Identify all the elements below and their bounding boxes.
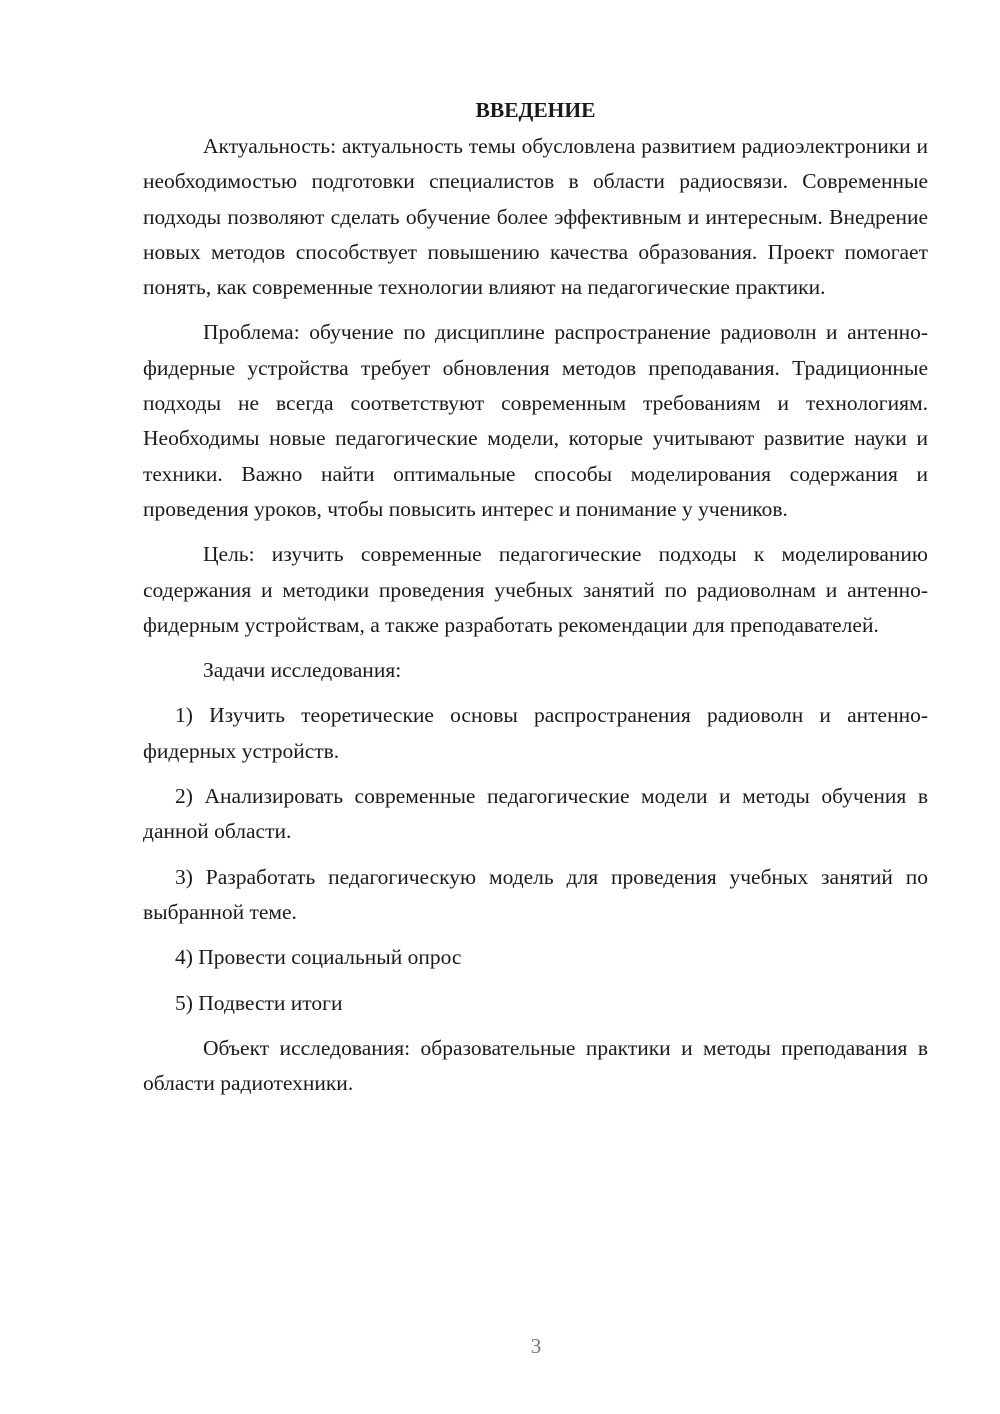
task-item-3: 3) Разработать педагогическую модель для проведения учебных занятий по выбранной теме.: [143, 864, 928, 924]
paragraph-object: Объект исследования: образовательные практики и методы преподавания в области радиотехники.: [143, 1035, 928, 1096]
paragraph-relevance: Актуальность: актуальность темы обусловлена развитием радиоэлектроники и необходимостью подготовки специалистов в области радиосвязи. Современные подходы позволяют сделать обучение более эффективным и интересным. Внедрение новых методов способствует повышению качества образования. Проект помогает понять, как современные технологии влияют на педагогические практики.: [143, 134, 928, 300]
task-item-2: 2) Анализировать современные педагогические модели и методы обучения в данной области.: [143, 784, 928, 844]
page-content: [143, 95, 928, 1111]
tasks-heading: Задачи исследования:: [203, 658, 402, 683]
paragraph-problem: Проблема: обучение по дисциплине распространение радиоволн и антенно-фидерные устройства требует обновления методов преподавания. Традиционные подходы не всегда соответствуют современным требованиям и технологиям. Необходимы новые педагогические модели, которые учитывают развитие науки и техники. Важно найти оптимальные способы моделирования содержания и проведения уроков, чтобы повысить интерес и понимание у учеников.: [143, 320, 928, 521]
paragraph-goal: Цель: изучить современные педагогические подходы к моделированию содержания и методики проведения учебных занятий по радиоволнам и антенно-фидерным устройствам, а также разработать рекомендации для преподавателей.: [143, 542, 928, 637]
task-item-5: 5) Подвести итоги: [175, 990, 343, 1015]
task-item-1: 1) Изучить теоретические основы распространения радиоволн и антенно-фидерных устройств.: [143, 703, 928, 763]
page-title: ВВЕДЕНИЕ: [475, 98, 596, 122]
page-number: 3: [530, 1334, 542, 1358]
task-item-4: 4) Провести социальный опрос: [175, 945, 462, 970]
